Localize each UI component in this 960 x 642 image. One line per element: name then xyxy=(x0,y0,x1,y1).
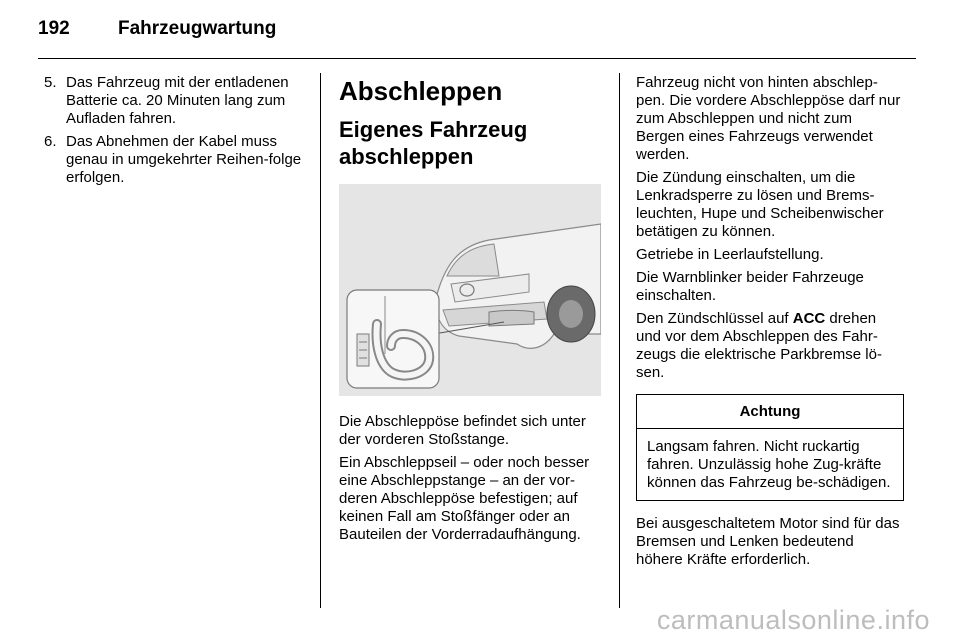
list-text: Das Fahrzeug mit der entladenen Batterie ca. 20 Minuten lang zum Aufladen fahren. xyxy=(66,74,289,127)
page-number: 192 xyxy=(38,18,70,39)
header-rule xyxy=(38,58,916,59)
page-header xyxy=(38,18,276,40)
towing-eye-illustration xyxy=(339,184,601,396)
paragraph: Die Abschleppöse befindet sich unter der vorderen Stoßstange. xyxy=(339,413,586,448)
list-text: Das Abnehmen der Kabel muss genau in umgekehrter Reihen-folge erfolgen. xyxy=(66,133,302,186)
caution-box xyxy=(636,394,904,501)
list-number: 5. xyxy=(44,74,57,91)
column-3 xyxy=(636,74,904,574)
column-2 xyxy=(339,74,605,549)
caution-title: Achtung xyxy=(637,395,903,429)
watermark: carmanualsonline.info xyxy=(656,605,930,635)
paragraph: Die Zündung einschalten, um die Lenkradsperre zu lösen und Brems-leuchten, Hupe und Scheibenwischer betätigen zu können. xyxy=(636,169,884,240)
chapter-title: Fahrzeugwartung xyxy=(118,18,277,39)
section-subheading: Eigenes Fahrzeug abschleppen xyxy=(339,117,528,169)
text-span: Den Zündschlüssel auf xyxy=(636,310,793,327)
column-divider-right xyxy=(619,73,620,608)
caution-text: Langsam fahren. Nicht ruckartig fahren. Unzulässig hohe Zug-kräfte können das Fahrzeug be-schädigen. xyxy=(647,438,891,491)
paragraph xyxy=(636,310,904,382)
key-position-acc: ACC xyxy=(792,310,826,327)
list-item xyxy=(44,133,312,187)
paragraph: Getriebe in Leerlaufstellung. xyxy=(636,246,824,263)
column-1 xyxy=(44,74,312,192)
text-span: drehen und vor dem Abschleppen des Fahr-zeugs die elektrische Parkbremse lö-sen. xyxy=(636,310,882,381)
paragraph: Bei ausgeschaltetem Motor sind für das Bremsen und Lenken bedeutend höhere Kräfte erforderlich. xyxy=(636,515,900,568)
list-item xyxy=(44,74,312,128)
section-heading: Abschleppen xyxy=(339,76,503,106)
column-divider-left xyxy=(320,73,321,608)
paragraph: Ein Abschleppseil – oder noch besser eine Abschleppstange – an der vor-deren Abschleppöse befestigen; auf keinen Fall am Stoßfänger oder an Bauteilen der Vorderradaufhängung. xyxy=(339,454,590,543)
paragraph: Fahrzeug nicht von hinten abschlep-pen. Die vordere Abschleppöse darf nur zum Abschleppen und nicht zum Bergen eines Fahrzeugs verwendet werden. xyxy=(636,74,901,163)
paragraph: Die Warnblinker beider Fahrzeuge einschalten. xyxy=(636,269,864,304)
list-number: 6. xyxy=(44,133,57,150)
